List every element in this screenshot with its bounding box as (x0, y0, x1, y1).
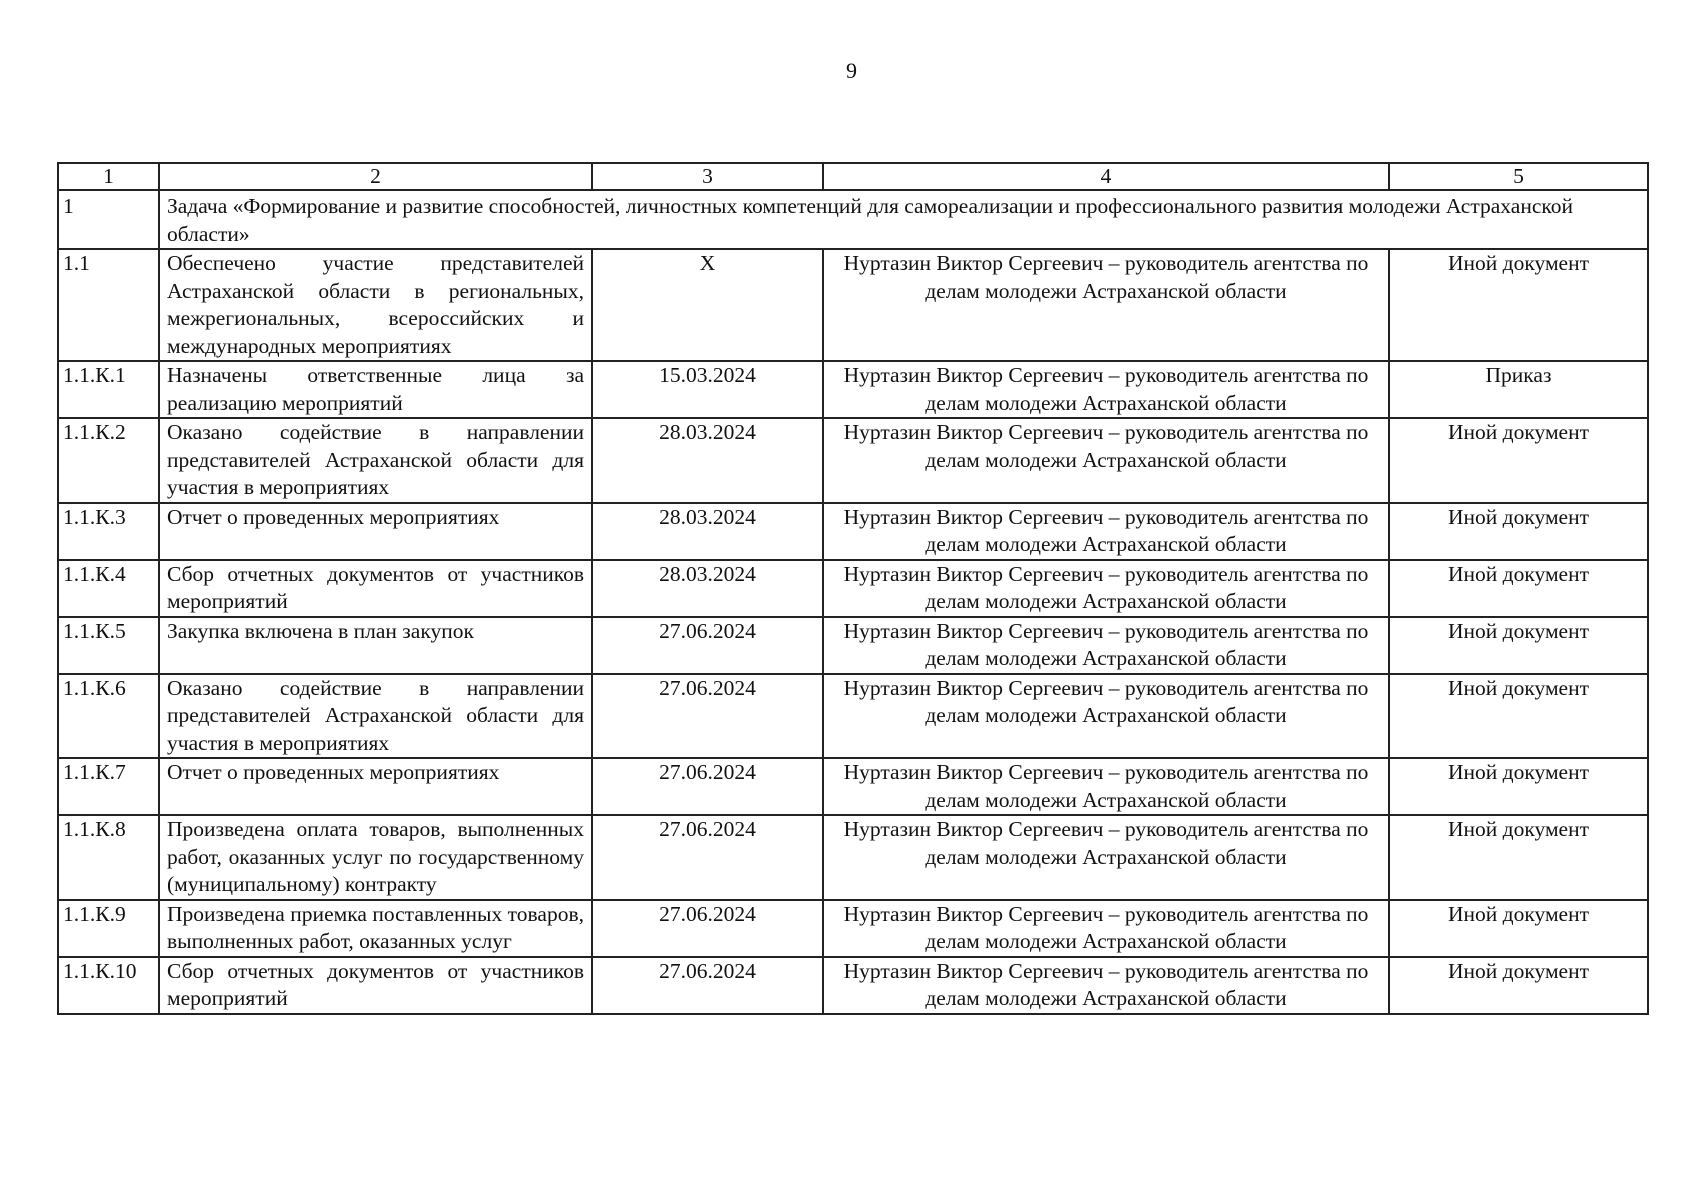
responsible-person: Нуртазин Виктор Сергеевич – руководитель агентства по делам молодежи Астраханской области (823, 617, 1389, 674)
row-number: 1.1.К.10 (58, 957, 159, 1014)
table-row (58, 674, 1648, 759)
document-type: Иной документ (1389, 418, 1648, 503)
column-number-1: 1 (58, 163, 159, 190)
table-row (58, 815, 1648, 900)
column-number-row (58, 163, 1648, 190)
row-number: 1.1.К.4 (58, 560, 159, 617)
row-number: 1.1.К.5 (58, 617, 159, 674)
table-row (58, 503, 1648, 560)
task-row (58, 190, 1648, 249)
column-number-5: 5 (1389, 163, 1648, 190)
responsible-person: Нуртазин Виктор Сергеевич – руководитель агентства по делам молодежи Астраханской области (823, 361, 1389, 418)
task-number: 1 (58, 190, 159, 249)
document-type: Иной документ (1389, 674, 1648, 759)
completion-date: 27.06.2024 (592, 617, 823, 674)
completion-date: 27.06.2024 (592, 758, 823, 815)
responsible-person: Нуртазин Виктор Сергеевич – руководитель агентства по делам молодежи Астраханской области (823, 957, 1389, 1014)
document-type: Иной документ (1389, 560, 1648, 617)
document-type: Иной документ (1389, 957, 1648, 1014)
table-body (58, 163, 1648, 1014)
responsible-person: Нуртазин Виктор Сергеевич – руководитель агентства по делам молодежи Астраханской области (823, 900, 1389, 957)
result-text: Закупка включена в план закупок (159, 617, 592, 674)
document-type: Иной документ (1389, 617, 1648, 674)
result-text: Оказано содействие в направлении представителей Астраханской области для участия в мероприятиях (159, 418, 592, 503)
responsible-person: Нуртазин Виктор Сергеевич – руководитель агентства по делам молодежи Астраханской области (823, 249, 1389, 361)
row-number: 1.1.К.3 (58, 503, 159, 560)
row-number: 1.1.К.7 (58, 758, 159, 815)
completion-date: 27.06.2024 (592, 674, 823, 759)
row-number: 1.1.К.2 (58, 418, 159, 503)
result-text: Обеспечено участие представителей Астраханской области в региональных, межрегиональных, всероссийских и международных мероприятиях (159, 249, 592, 361)
document-type: Иной документ (1389, 758, 1648, 815)
responsible-person: Нуртазин Виктор Сергеевич – руководитель агентства по делам молодежи Астраханской области (823, 674, 1389, 759)
responsible-person: Нуртазин Виктор Сергеевич – руководитель агентства по делам молодежи Астраханской области (823, 503, 1389, 560)
document-type: Приказ (1389, 361, 1648, 418)
responsible-person: Нуртазин Виктор Сергеевич – руководитель агентства по делам молодежи Астраханской области (823, 418, 1389, 503)
column-number-4: 4 (823, 163, 1389, 190)
row-number: 1.1.К.8 (58, 815, 159, 900)
responsible-person: Нуртазин Виктор Сергеевич – руководитель агентства по делам молодежи Астраханской области (823, 560, 1389, 617)
completion-date: 15.03.2024 (592, 361, 823, 418)
table-row (58, 900, 1648, 957)
row-number: 1.1.К.9 (58, 900, 159, 957)
result-text: Оказано содействие в направлении представителей Астраханской области для участия в мероприятиях (159, 674, 592, 759)
document-type: Иной документ (1389, 815, 1648, 900)
result-text: Отчет о проведенных мероприятиях (159, 503, 592, 560)
completion-date: 28.03.2024 (592, 503, 823, 560)
table-row (58, 249, 1648, 361)
result-text: Произведена оплата товаров, выполненных работ, оказанных услуг по государственному (муниципальному) контракту (159, 815, 592, 900)
task-title: Задача «Формирование и развитие способностей, личностных компетенций для самореализации и профессионального развития молодежи Астраханской области» (159, 190, 1648, 249)
plan-table (57, 162, 1649, 1015)
table-row (58, 560, 1648, 617)
completion-date: 28.03.2024 (592, 418, 823, 503)
completion-date: 28.03.2024 (592, 560, 823, 617)
document-type: Иной документ (1389, 503, 1648, 560)
row-number: 1.1.К.1 (58, 361, 159, 418)
row-number: 1.1 (58, 249, 159, 361)
completion-date: 27.06.2024 (592, 900, 823, 957)
completion-date: 27.06.2024 (592, 957, 823, 1014)
result-text: Произведена приемка поставленных товаров, выполненных работ, оказанных услуг (159, 900, 592, 957)
table-row (58, 418, 1648, 503)
result-text: Сбор отчетных документов от участников мероприятий (159, 957, 592, 1014)
column-number-3: 3 (592, 163, 823, 190)
table-row (58, 361, 1648, 418)
result-text: Отчет о проведенных мероприятиях (159, 758, 592, 815)
responsible-person: Нуртазин Виктор Сергеевич – руководитель агентства по делам молодежи Астраханской области (823, 758, 1389, 815)
result-text: Сбор отчетных документов от участников мероприятий (159, 560, 592, 617)
completion-date: X (592, 249, 823, 361)
table-row (58, 758, 1648, 815)
row-number: 1.1.К.6 (58, 674, 159, 759)
table-row (58, 617, 1648, 674)
completion-date: 27.06.2024 (592, 815, 823, 900)
document-type: Иной документ (1389, 900, 1648, 957)
column-number-2: 2 (159, 163, 592, 190)
page-number: 9 (846, 58, 857, 83)
table-row (58, 957, 1648, 1014)
document-type: Иной документ (1389, 249, 1648, 361)
responsible-person: Нуртазин Виктор Сергеевич – руководитель агентства по делам молодежи Астраханской области (823, 815, 1389, 900)
result-text: Назначены ответственные лица за реализацию мероприятий (159, 361, 592, 418)
